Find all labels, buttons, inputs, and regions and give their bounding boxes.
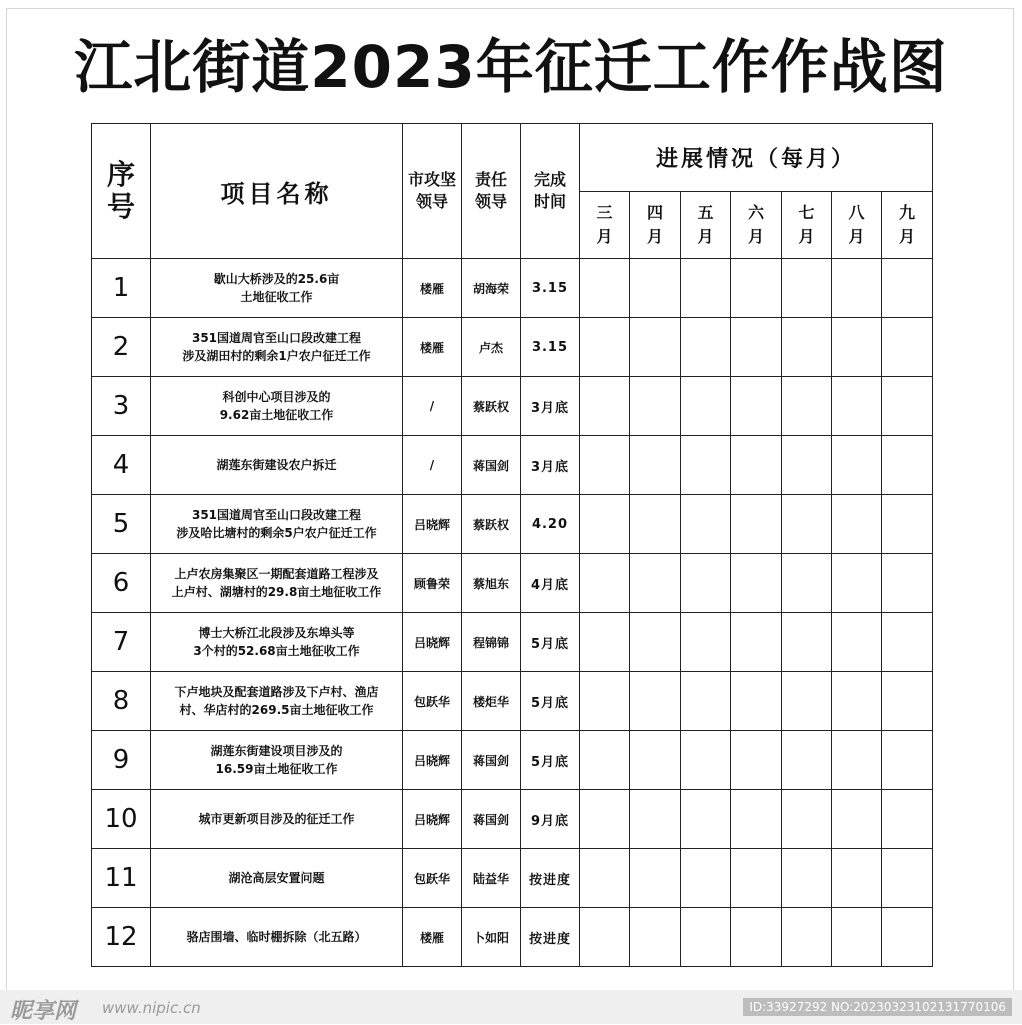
city-leader-cell (403, 613, 462, 672)
progress-cell (681, 495, 731, 554)
progress-cell (630, 731, 681, 790)
header-month-text: 四 月 (646, 203, 663, 246)
progress-cell (832, 318, 882, 377)
progress-cell (580, 672, 630, 731)
city-leader-cell (403, 377, 462, 436)
row-number-cell (92, 377, 151, 436)
responsible-leader-cell (462, 377, 521, 436)
responsible-leader-cell (462, 495, 521, 554)
progress-cell (681, 436, 731, 495)
project-name-cell (151, 377, 403, 436)
deadline-cell (521, 495, 580, 554)
responsible-leader: 卜如阳 (472, 930, 509, 945)
project-name-cell (151, 613, 403, 672)
deadline: 3月底 (530, 459, 570, 475)
progress-cell (782, 377, 832, 436)
watermark-url: www.nipic.cn (102, 999, 201, 1017)
row-number-cell (92, 731, 151, 790)
progress-cell (782, 259, 832, 318)
header-city-leader-text: 市攻坚 领导 (407, 170, 456, 211)
progress-cell (782, 318, 832, 377)
deadline: 3.15 (531, 280, 569, 296)
row-number: 2 (112, 332, 130, 362)
responsible-leader-cell (462, 318, 521, 377)
progress-cell (630, 790, 681, 849)
deadline: 按进度 (528, 872, 571, 888)
responsible-leader: 蔡跃权 (472, 517, 509, 532)
deadline-cell (521, 259, 580, 318)
deadline-cell (521, 436, 580, 495)
deadline-cell (521, 731, 580, 790)
table-row (92, 613, 933, 672)
progress-cell (580, 259, 630, 318)
city-leader-cell (403, 436, 462, 495)
progress-cell (882, 849, 933, 908)
progress-cell (681, 259, 731, 318)
responsible-leader: 蒋国剑 (472, 753, 509, 768)
progress-cell (882, 731, 933, 790)
header-month (580, 192, 630, 259)
responsible-leader-cell (462, 731, 521, 790)
progress-cell (882, 790, 933, 849)
city-leader-cell (403, 495, 462, 554)
progress-cell (731, 259, 782, 318)
city-leader: / (429, 399, 435, 413)
deadline-cell (521, 849, 580, 908)
responsible-leader: 卢杰 (478, 340, 503, 355)
row-number-cell (92, 849, 151, 908)
city-leader: 吕晓辉 (413, 812, 450, 827)
progress-cell (681, 613, 731, 672)
progress-cell (580, 495, 630, 554)
progress-cell (681, 731, 731, 790)
header-owner (462, 124, 521, 259)
progress-cell (630, 377, 681, 436)
city-leader: 包跃华 (413, 694, 450, 709)
deadline: 4月底 (530, 577, 570, 593)
progress-cell (580, 790, 630, 849)
row-number: 10 (104, 804, 138, 834)
project-name: 歇山大桥涉及的25.6亩 土地征收工作 (213, 272, 340, 304)
deadline: 9月底 (530, 813, 570, 829)
progress-cell (630, 672, 681, 731)
table-row (92, 908, 933, 967)
header-month (882, 192, 933, 259)
row-number-cell (92, 259, 151, 318)
row-number-cell (92, 790, 151, 849)
responsible-leader: 蔡旭东 (472, 576, 509, 591)
progress-cell (580, 318, 630, 377)
city-leader-cell (403, 790, 462, 849)
page-title: 江北街道2023年征迁工作作战图 (74, 33, 948, 101)
row-number: 4 (112, 450, 130, 480)
city-leader: 顾鲁荣 (413, 576, 450, 591)
header-month-text: 三 月 (596, 203, 613, 246)
header-seq (92, 124, 151, 259)
deadline: 5月底 (530, 754, 570, 770)
deadline: 3月底 (530, 400, 570, 416)
project-name: 上卢农房集聚区一期配套道路工程涉及 上卢村、湖塘村的29.8亩土地征收工作 (171, 567, 382, 599)
table-row (92, 554, 933, 613)
project-name: 下卢地块及配套道路涉及下卢村、渔店 村、华店村的269.5亩土地征收工作 (174, 685, 379, 717)
deadline: 3.15 (531, 339, 569, 355)
project-name: 城市更新项目涉及的征迁工作 (198, 812, 355, 826)
deadline: 4.20 (531, 516, 569, 532)
deadline: 按进度 (528, 931, 571, 947)
progress-cell (782, 672, 832, 731)
progress-cell (832, 731, 882, 790)
progress-cell (731, 790, 782, 849)
progress-cell (630, 259, 681, 318)
progress-table (91, 123, 933, 967)
header-deadline (521, 124, 580, 259)
project-name: 骆店围墙、临时棚拆除（北五路） (186, 930, 367, 944)
progress-cell (882, 436, 933, 495)
header-month (681, 192, 731, 259)
row-number: 5 (112, 509, 130, 539)
table-row (92, 672, 933, 731)
responsible-leader-cell (462, 908, 521, 967)
watermark-logo: 昵享网 (10, 999, 77, 1024)
progress-cell (580, 731, 630, 790)
responsible-leader: 蔡跃权 (472, 399, 509, 414)
progress-cell (882, 613, 933, 672)
deadline-cell (521, 613, 580, 672)
row-number: 7 (112, 627, 130, 657)
progress-cell (882, 318, 933, 377)
progress-cell (782, 613, 832, 672)
header-month-text: 七 月 (798, 203, 815, 246)
responsible-leader-cell (462, 613, 521, 672)
header-month-text: 六 月 (747, 203, 764, 246)
progress-cell (832, 613, 882, 672)
table-row (92, 318, 933, 377)
responsible-leader: 陆益华 (472, 871, 509, 886)
progress-cell (731, 613, 782, 672)
row-number-cell (92, 908, 151, 967)
row-number-cell (92, 495, 151, 554)
progress-cell (782, 554, 832, 613)
progress-cell (580, 849, 630, 908)
responsible-leader-cell (462, 436, 521, 495)
responsible-leader-cell (462, 259, 521, 318)
table-row (92, 790, 933, 849)
row-number-cell (92, 554, 151, 613)
project-name-cell (151, 849, 403, 908)
table-row (92, 495, 933, 554)
project-name-cell (151, 436, 403, 495)
progress-cell (681, 318, 731, 377)
header-deadline-text: 完成 时间 (533, 170, 566, 211)
header-month (832, 192, 882, 259)
progress-cell (580, 554, 630, 613)
project-name-cell (151, 908, 403, 967)
deadline-cell (521, 790, 580, 849)
city-leader-cell (403, 731, 462, 790)
header-month-text: 五 月 (697, 203, 714, 246)
city-leader-cell (403, 318, 462, 377)
city-leader-cell (403, 259, 462, 318)
project-name: 湖莲东街建设农户拆迁 (216, 458, 337, 472)
deadline-cell (521, 554, 580, 613)
row-number-cell (92, 436, 151, 495)
project-name: 博士大桥江北段涉及东埠头等 3个村的52.68亩土地征收工作 (193, 626, 360, 658)
responsible-leader-cell (462, 849, 521, 908)
deadline: 5月底 (530, 695, 570, 711)
progress-cell (731, 495, 782, 554)
project-name-cell (151, 731, 403, 790)
progress-cell (731, 436, 782, 495)
progress-cell (782, 790, 832, 849)
responsible-leader-cell (462, 790, 521, 849)
responsible-leader-cell (462, 672, 521, 731)
progress-cell (882, 908, 933, 967)
progress-cell (580, 436, 630, 495)
progress-cell (782, 849, 832, 908)
progress-cell (630, 613, 681, 672)
progress-cell (782, 436, 832, 495)
progress-cell (681, 554, 731, 613)
row-number: 9 (112, 745, 130, 775)
project-name-cell (151, 259, 403, 318)
city-leader-cell (403, 554, 462, 613)
header-seq-text: 序 号 (106, 158, 135, 223)
progress-cell (882, 377, 933, 436)
city-leader: 吕晓辉 (413, 635, 450, 650)
progress-cell (832, 908, 882, 967)
project-name-cell (151, 672, 403, 731)
progress-cell (832, 436, 882, 495)
header-month-text: 八 月 (848, 203, 865, 246)
row-number: 11 (104, 863, 138, 893)
progress-cell (782, 731, 832, 790)
project-name: 351国道周官至山口段改建工程 涉及哈比塘村的剩余5户农户征迁工作 (176, 508, 377, 540)
progress-cell (882, 672, 933, 731)
city-leader: / (429, 458, 435, 472)
progress-cell (630, 908, 681, 967)
progress-cell (782, 908, 832, 967)
row-number: 6 (112, 568, 130, 598)
project-name-cell (151, 318, 403, 377)
table-row (92, 436, 933, 495)
progress-cell (731, 849, 782, 908)
responsible-leader: 蒋国剑 (472, 812, 509, 827)
progress-cell (731, 908, 782, 967)
row-number-cell (92, 318, 151, 377)
header-progress: 进展情况（每月） (580, 124, 933, 192)
city-leader: 楼雁 (419, 930, 444, 945)
header-project-name: 项目名称 (151, 124, 403, 259)
table-row (92, 731, 933, 790)
progress-cell (681, 790, 731, 849)
city-leader-cell (403, 672, 462, 731)
responsible-leader: 楼炬华 (472, 694, 509, 709)
responsible-leader: 胡海荣 (472, 281, 509, 296)
deadline-cell (521, 908, 580, 967)
progress-cell (731, 672, 782, 731)
city-leader-cell (403, 908, 462, 967)
header-month (731, 192, 782, 259)
progress-cell (782, 495, 832, 554)
row-number: 1 (112, 273, 130, 303)
progress-cell (580, 613, 630, 672)
deadline-cell (521, 672, 580, 731)
header-owner-text: 责任 领导 (474, 170, 507, 211)
progress-cell (630, 495, 681, 554)
progress-cell (731, 731, 782, 790)
deadline: 5月底 (530, 636, 570, 652)
progress-cell (731, 554, 782, 613)
project-name-cell (151, 790, 403, 849)
progress-cell (882, 554, 933, 613)
progress-cell (832, 790, 882, 849)
progress-cell (731, 318, 782, 377)
row-number: 3 (112, 391, 130, 421)
progress-cell (630, 318, 681, 377)
progress-cell (630, 849, 681, 908)
deadline-cell (521, 377, 580, 436)
header-month (782, 192, 832, 259)
row-number-cell (92, 613, 151, 672)
project-name: 351国道周官至山口段改建工程 涉及湖田村的剩余1户农户征迁工作 (182, 331, 371, 363)
progress-cell (832, 672, 882, 731)
progress-cell (630, 436, 681, 495)
city-leader: 包跃华 (413, 871, 450, 886)
progress-cell (832, 377, 882, 436)
progress-cell (580, 377, 630, 436)
city-leader: 吕晓辉 (413, 753, 450, 768)
row-number: 8 (112, 686, 130, 716)
progress-cell (681, 908, 731, 967)
row-number: 12 (104, 922, 138, 952)
city-leader: 楼雁 (419, 281, 444, 296)
project-name: 科创中心项目涉及的 9.62亩土地征收工作 (219, 390, 334, 422)
progress-cell (832, 495, 882, 554)
progress-cell (832, 259, 882, 318)
table-row (92, 259, 933, 318)
progress-cell (681, 672, 731, 731)
city-leader: 楼雁 (419, 340, 444, 355)
table-row (92, 849, 933, 908)
deadline-cell (521, 318, 580, 377)
responsible-leader-cell (462, 554, 521, 613)
table-row (92, 377, 933, 436)
progress-cell (580, 908, 630, 967)
project-name-cell (151, 495, 403, 554)
responsible-leader: 蒋国剑 (472, 458, 509, 473)
watermark-id: ID:33927292 NO:20230323102131770106 (743, 998, 1012, 1016)
progress-cell (882, 495, 933, 554)
progress-cell (731, 377, 782, 436)
project-name: 湖沧高层安置问题 (228, 871, 325, 885)
project-name: 湖莲东街建设项目涉及的 16.59亩土地征收工作 (210, 744, 343, 776)
header-city-leader (403, 124, 462, 259)
progress-cell (882, 259, 933, 318)
row-number-cell (92, 672, 151, 731)
header-month (630, 192, 681, 259)
progress-cell (681, 377, 731, 436)
city-leader: 吕晓辉 (413, 517, 450, 532)
progress-cell (832, 849, 882, 908)
city-leader-cell (403, 849, 462, 908)
progress-cell (832, 554, 882, 613)
project-name-cell (151, 554, 403, 613)
progress-cell (681, 849, 731, 908)
header-month-text: 九 月 (898, 203, 915, 246)
responsible-leader: 程锦锦 (472, 635, 509, 650)
progress-cell (630, 554, 681, 613)
